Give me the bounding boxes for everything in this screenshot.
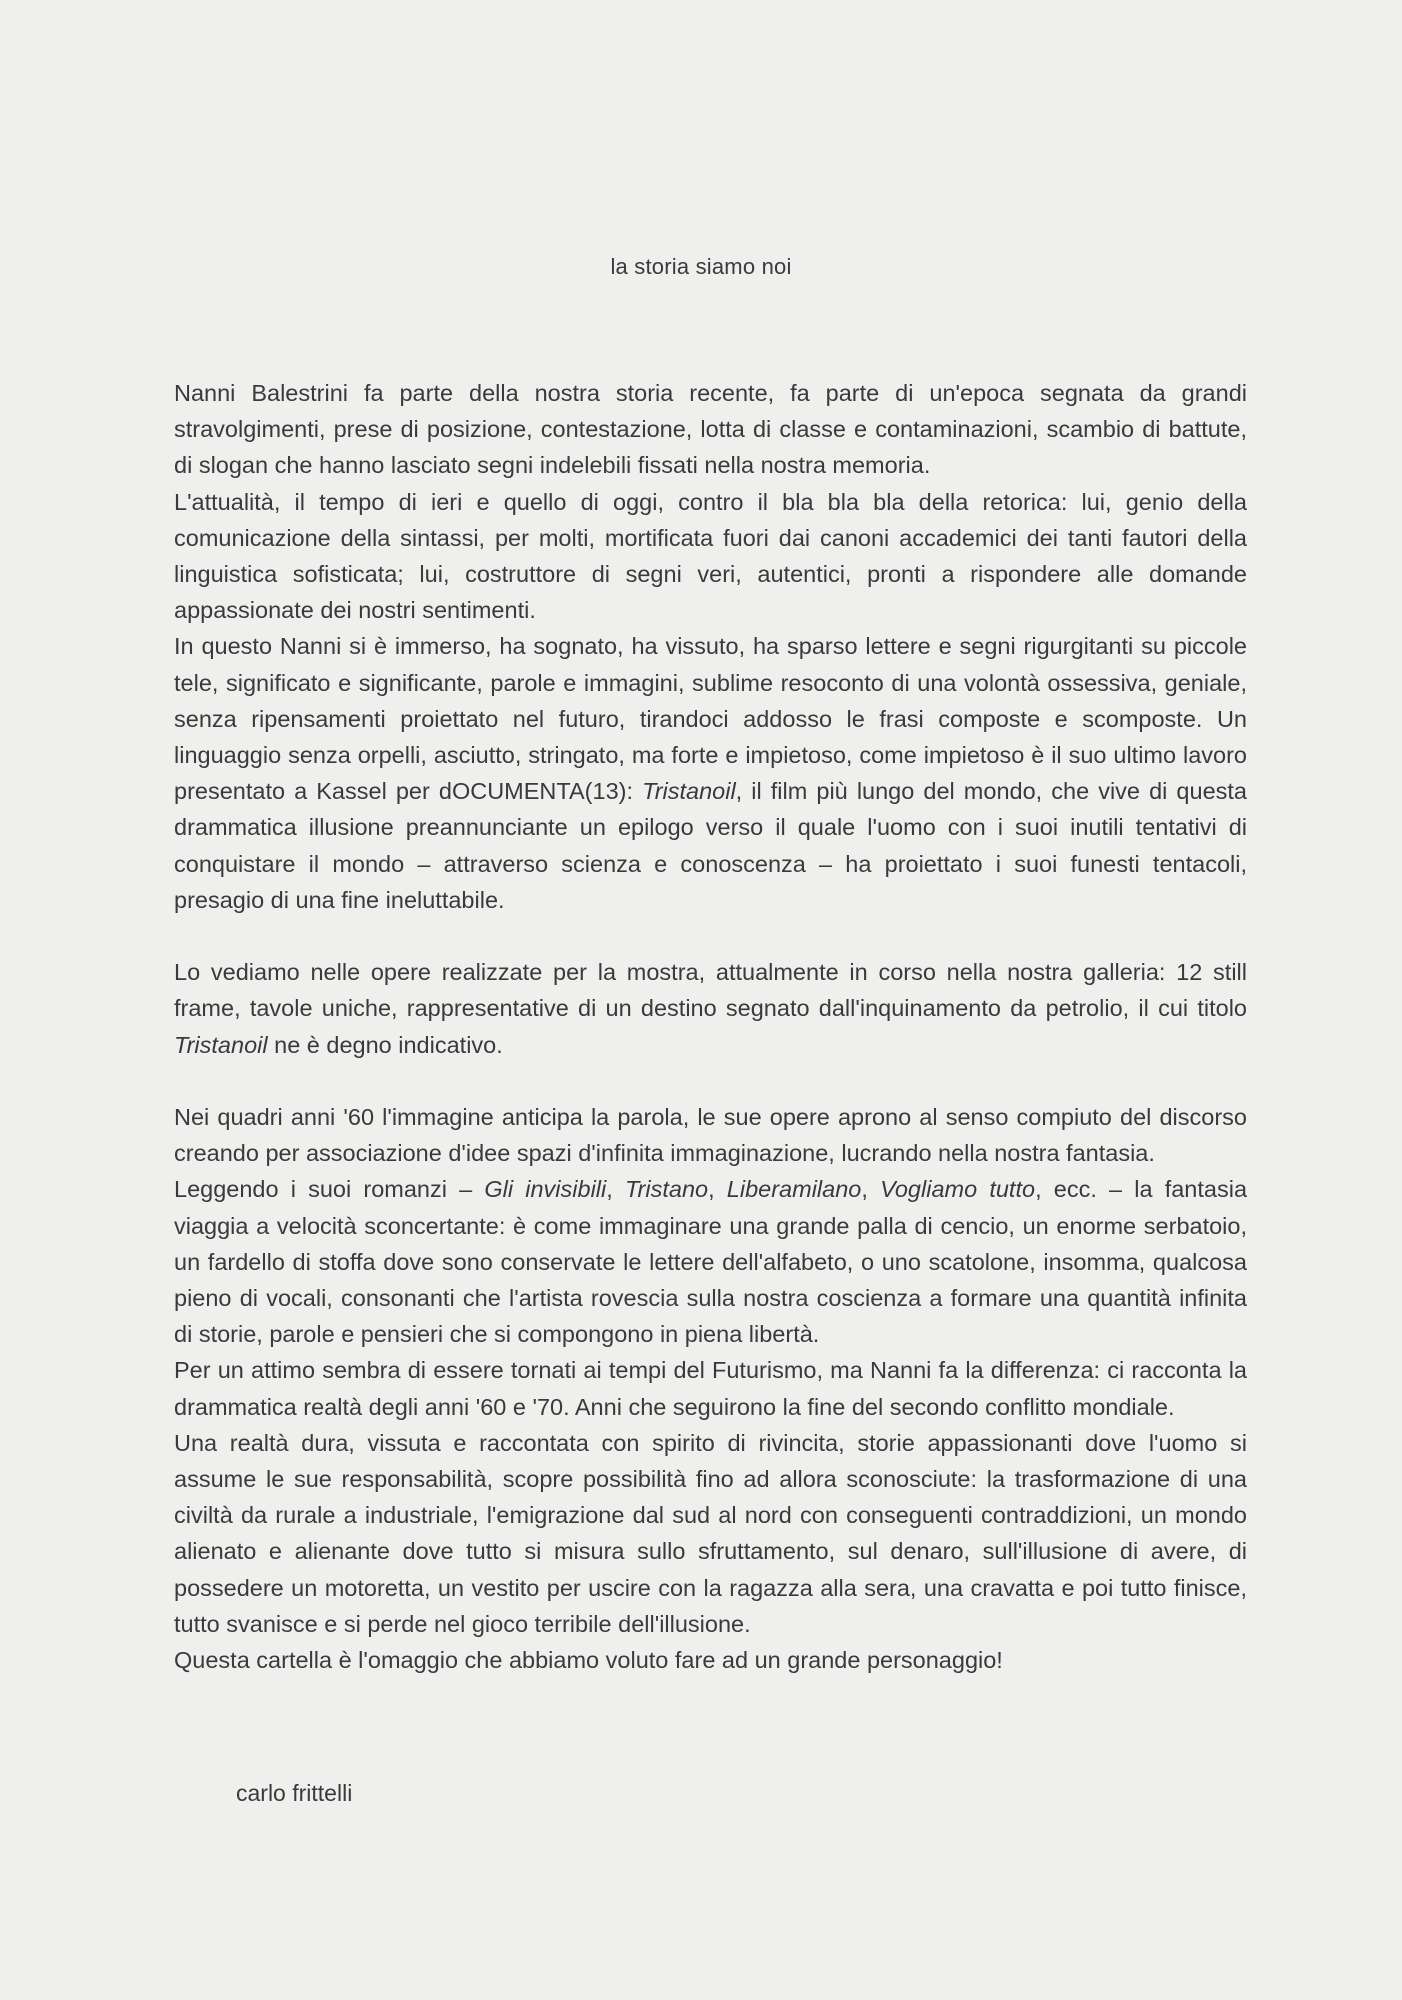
body-text bbox=[174, 375, 1247, 1678]
paragraph bbox=[174, 1352, 1247, 1424]
paragraph-text: , bbox=[861, 1176, 881, 1203]
paragraph-text: In questo Nanni si è immerso, ha sognato, ha vissuto, ha sparso lettere e segni rigurgitanti su piccole tele, significato e significante, parole e immagini, sublime resoconto di una volontà ossessiva, geniale, senza ripensamenti proiettato nel futuro, tirandoci addosso le frasi composte e scomposte. Un linguaggio senza orpelli, asciutto, stringato, ma forte e impietoso, come impietoso è il suo ultimo lavoro presentato a Kassel per dOCUMENTA(13): bbox=[174, 633, 1247, 805]
italic-title-text: Vogliamo tutto bbox=[880, 1176, 1036, 1203]
italic-title-text: Gli invisibili bbox=[484, 1176, 607, 1203]
italic-title-text: Liberamilano bbox=[726, 1176, 862, 1203]
paragraph bbox=[174, 375, 1247, 484]
paragraph bbox=[174, 1171, 1247, 1352]
paragraph-text: L'attualità, il tempo di ieri e quello di oggi, contro il bla bla bla della retorica: lui, genio della comunicazione della sintassi, per molti, mortificata fuori dai canoni accademici dei tanti fautori della linguistica sofisticata; lui, costruttore di segni veri, autentici, pronti a rispondere alle domande appassionate dei nostri sentimenti. bbox=[174, 488, 1247, 624]
paragraph-text: Una realtà dura, vissuta e raccontata con spirito di rivincita, storie appassionanti dove l'uomo si assume le sue responsabilità, scopre possibilità fino ad allora sconosciute: la trasformazione di una civiltà da rurale a industriale, l'emigrazione dal sud al nord con conseguenti contraddizioni, un mondo alienato e alienante dove tutto si misura sullo sfruttamento, sul denaro, sull'illusione di avere, di possedere un motoretta, un vestito per uscire con la ragazza alla sera, una cravatta e poi tutto finisce, tutto svanisce e si perde nel gioco terribile dell'illusione. bbox=[174, 1429, 1247, 1637]
italic-title-text: Tristano bbox=[624, 1176, 709, 1203]
paragraph bbox=[174, 484, 1247, 629]
paragraph bbox=[174, 1642, 1247, 1678]
paragraph-text: Nanni Balestrini fa parte della nostra storia recente, fa parte di un'epoca segnata da grandi stravolgimenti, prese di posizione, contestazione, lotta di classe e contaminazioni, scambio di battute, di slogan che hanno lasciato segni indelebili fissati nella nostra memoria. bbox=[174, 380, 1247, 479]
paragraph bbox=[174, 628, 1247, 918]
italic-title-text: Tristanoil bbox=[642, 778, 736, 805]
paragraph-text: , ecc. – la fantasia viaggia a velocità sconcertante: è come immaginare una grande palla di cencio, un enorme serbatoio, un fardello di stoffa dove sono conservate le lettere dell'alfabeto, o uno scatolone, insomma, qualcosa pieno di vocali, consonanti che l'artista rovescia sulla nostra coscienza a formare una quantità infinita di storie, parole e pensieri che si compongono in piena libertà. bbox=[174, 1176, 1248, 1348]
paragraph-text: Lo vediamo nelle opere realizzate per la mostra, attualmente in corso nella nostra galleria: 12 still frame, tavole uniche, rappresentative di un destino segnato dall'inquinamento da petrolio, il cui titolo bbox=[174, 959, 1247, 1022]
page-title: la storia siamo noi bbox=[610, 254, 792, 279]
paragraph-text: , bbox=[708, 1176, 727, 1203]
italic-title-text: Tristanoil bbox=[174, 1031, 268, 1058]
paragraph-text: , il film più lungo del mondo, che vive di questa drammatica illusione preannunciante un epilogo verso il quale l'uomo con i suoi inutili tentativi di conquistare il mondo – attraverso scienza e conoscenza – ha proiettato i suoi funesti tentacoli, presagio di una fine ineluttabile. bbox=[174, 778, 1247, 913]
paragraph-text: ne è degno indicativo. bbox=[267, 1031, 503, 1058]
paragraph bbox=[174, 1425, 1247, 1642]
paragraph-text: Leggendo i suoi romanzi – bbox=[174, 1176, 485, 1203]
paragraph bbox=[174, 1099, 1247, 1171]
paragraph-text: Per un attimo sembra di essere tornati ai tempi del Futurismo, ma Nanni fa la differenza: ci racconta la drammatica realtà degli anni '60 e '70. Anni che seguirono la fine del secondo conflitto mondiale. bbox=[174, 1357, 1247, 1420]
signature: carlo frittelli bbox=[236, 1780, 353, 1806]
paragraph-text: , bbox=[606, 1176, 625, 1203]
paragraph-text: Questa cartella è l'omaggio che abbiamo voluto fare ad un grande personaggio! bbox=[174, 1647, 1003, 1674]
paragraph-text: Nei quadri anni '60 l'immagine anticipa la parola, le sue opere aprono al senso compiuto del discorso creando per associazione d'idee spazi d'infinita immaginazione, lucrando nella nostra fantasia. bbox=[174, 1104, 1247, 1167]
paragraph bbox=[174, 954, 1247, 1063]
